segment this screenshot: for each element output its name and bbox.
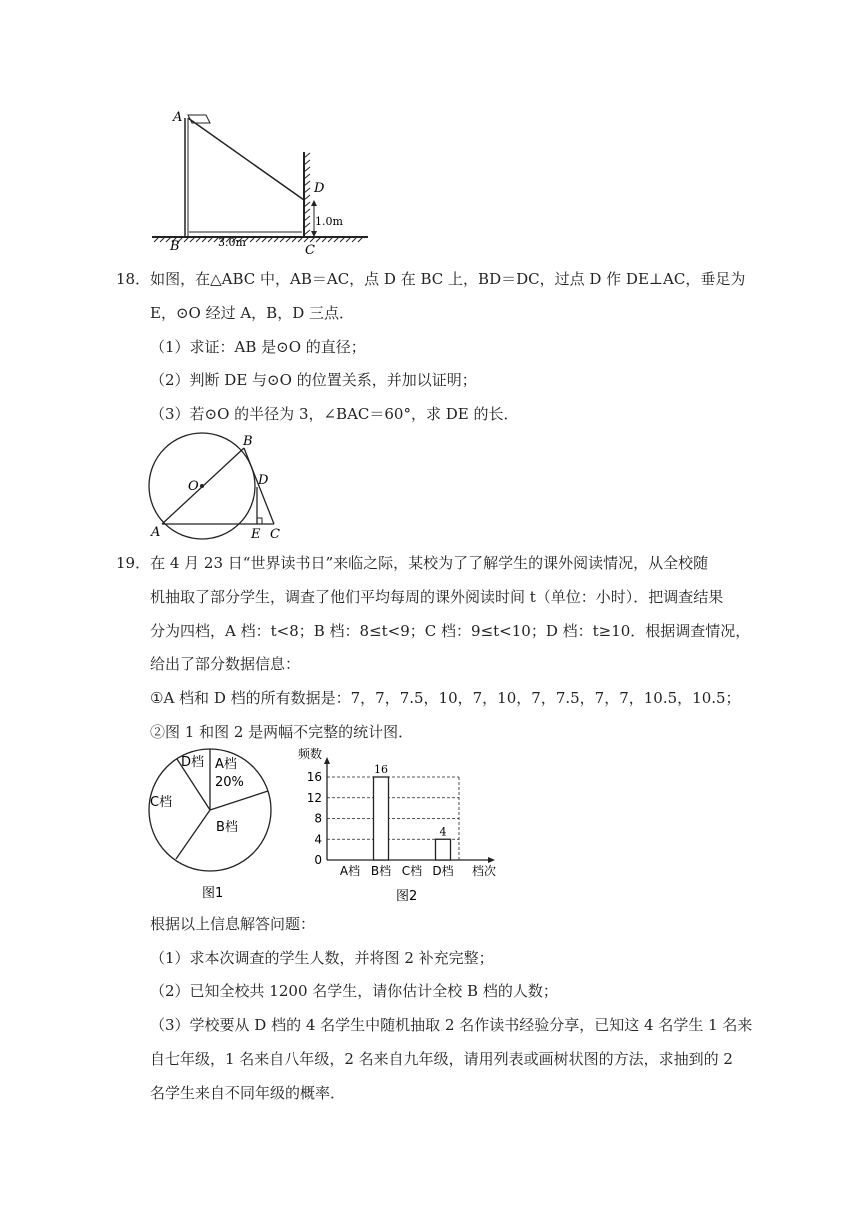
q18-part1: （1）求证：AB 是⊙O 的直径； bbox=[150, 338, 366, 356]
q18-stem-line2: E，⊙O 经过 A，B，D 三点． bbox=[150, 304, 355, 322]
q19-stem-line2: 机抽取了部分学生，调查了他们平均每周的课外阅读时间 t（单位：小时）．把调查结果 bbox=[150, 588, 724, 606]
q17-dim-dc: 1.0m bbox=[315, 215, 343, 228]
q19-stem-line3: 分为四档，A 档：t<8；B 档：8≤t<9；C 档：9≤t<10；D 档：t≥10．根据调查情况， bbox=[150, 622, 751, 640]
pie-label-A-pct: 20% bbox=[215, 775, 244, 790]
pie-label-C: C档 bbox=[150, 795, 173, 810]
bar-chart-category-label: D档 bbox=[432, 864, 454, 878]
bar-chart-bar bbox=[374, 777, 389, 860]
bar-chart-x-arrow bbox=[488, 857, 495, 863]
q19-task3-line1: （3）学校要从 D 档的 4 名学生中随机抽取 2 名作读书经验分享，已知这 4 名学生 1 名来 bbox=[150, 1016, 753, 1034]
q17-label-B: B bbox=[170, 239, 180, 254]
pie-label-D: D档 bbox=[181, 755, 205, 770]
q18-part3: （3）若⊙O 的半径为 3，∠BAC＝60°，求 DE 的长． bbox=[150, 405, 519, 423]
pie-caption: 图1 bbox=[202, 886, 224, 901]
bar-chart-ytick-label: 4 bbox=[314, 832, 322, 847]
q19-task-intro: 根据以上信息解答问题： bbox=[150, 915, 316, 933]
bar-chart-ytick-label: 0 bbox=[314, 853, 322, 867]
q18-label-D: D bbox=[258, 473, 269, 488]
bar-chart-category-label: B档 bbox=[370, 864, 392, 878]
q17-label-A: A bbox=[173, 110, 183, 125]
q18-label-A: A bbox=[151, 525, 161, 540]
q18-label-O: O bbox=[188, 479, 199, 494]
bar-chart-category-label: A档 bbox=[339, 864, 361, 878]
pie-label-A: A档 bbox=[215, 757, 237, 772]
bar-chart-data-label: 4 bbox=[439, 825, 447, 839]
q19-stem-line1: 19．在 4 月 23 日“世界读书日”来临之际，某校为了了解学生的课外阅读情况，从全校随 bbox=[116, 554, 709, 572]
bar-chart-y-arrow bbox=[324, 757, 330, 764]
q18-figure bbox=[140, 432, 290, 544]
q19-task1: （1）求本次调查的学生人数，并将图 2 补充完整； bbox=[150, 949, 494, 967]
q17-dim-bc: 3.0m bbox=[218, 236, 246, 249]
q19-info1: ①A 档和 D 档的所有数据是：7，7，7.5，10，7，10，7，7.5，7，7，10.5，10.5； bbox=[150, 689, 741, 707]
q18-label-B: B bbox=[243, 434, 253, 449]
bar-chart-bar bbox=[436, 839, 451, 860]
bar-chart-ytick-label: 12 bbox=[306, 790, 322, 805]
q17-figure bbox=[148, 104, 373, 262]
q19-stem-line4: 给出了部分数据信息： bbox=[150, 655, 301, 673]
q18-label-C: C bbox=[270, 527, 280, 542]
bar-chart-ytick-label: 16 bbox=[306, 770, 322, 784]
q19-task2: （2）已知全校共 1200 名学生，请你估计全校 B 档的人数； bbox=[150, 982, 558, 1000]
bar-chart-xlabel: 档次 bbox=[472, 864, 497, 878]
q19-pie-chart bbox=[144, 746, 278, 908]
bar-chart-ytick-label: 8 bbox=[314, 811, 322, 826]
q18-part2: （2）判断 DE 与⊙O 的位置关系，并加以证明； bbox=[150, 371, 477, 389]
bar-chart-category-label: C档 bbox=[401, 864, 423, 878]
q19-task3-line3: 名学生来自不同年级的概率． bbox=[150, 1084, 346, 1102]
q18-stem-line1: 18．如图，在△ABC 中，AB＝AC，点 D 在 BC 上，BD＝DC，过点 D 作 DE⊥AC，垂足为 bbox=[116, 270, 746, 288]
q19-bar-chart bbox=[296, 744, 506, 906]
q19-task3-line2: 自七年级，1 名来自八年级，2 名来自九年级，请用列表或画树状图的方法，求抽到的 2 bbox=[150, 1050, 733, 1068]
q17-label-C: C bbox=[305, 243, 315, 258]
bar-chart-caption: 图2 bbox=[396, 889, 418, 904]
bar-chart-data-label: 16 bbox=[374, 763, 388, 776]
bar-chart-ylabel: 频数 bbox=[298, 747, 323, 761]
pie-label-B: B档 bbox=[216, 820, 238, 835]
q18-label-E: E bbox=[251, 527, 261, 542]
q19-info2: ②图 1 和图 2 是两幅不完整的统计图． bbox=[150, 723, 414, 741]
q17-label-D: D bbox=[314, 181, 325, 196]
